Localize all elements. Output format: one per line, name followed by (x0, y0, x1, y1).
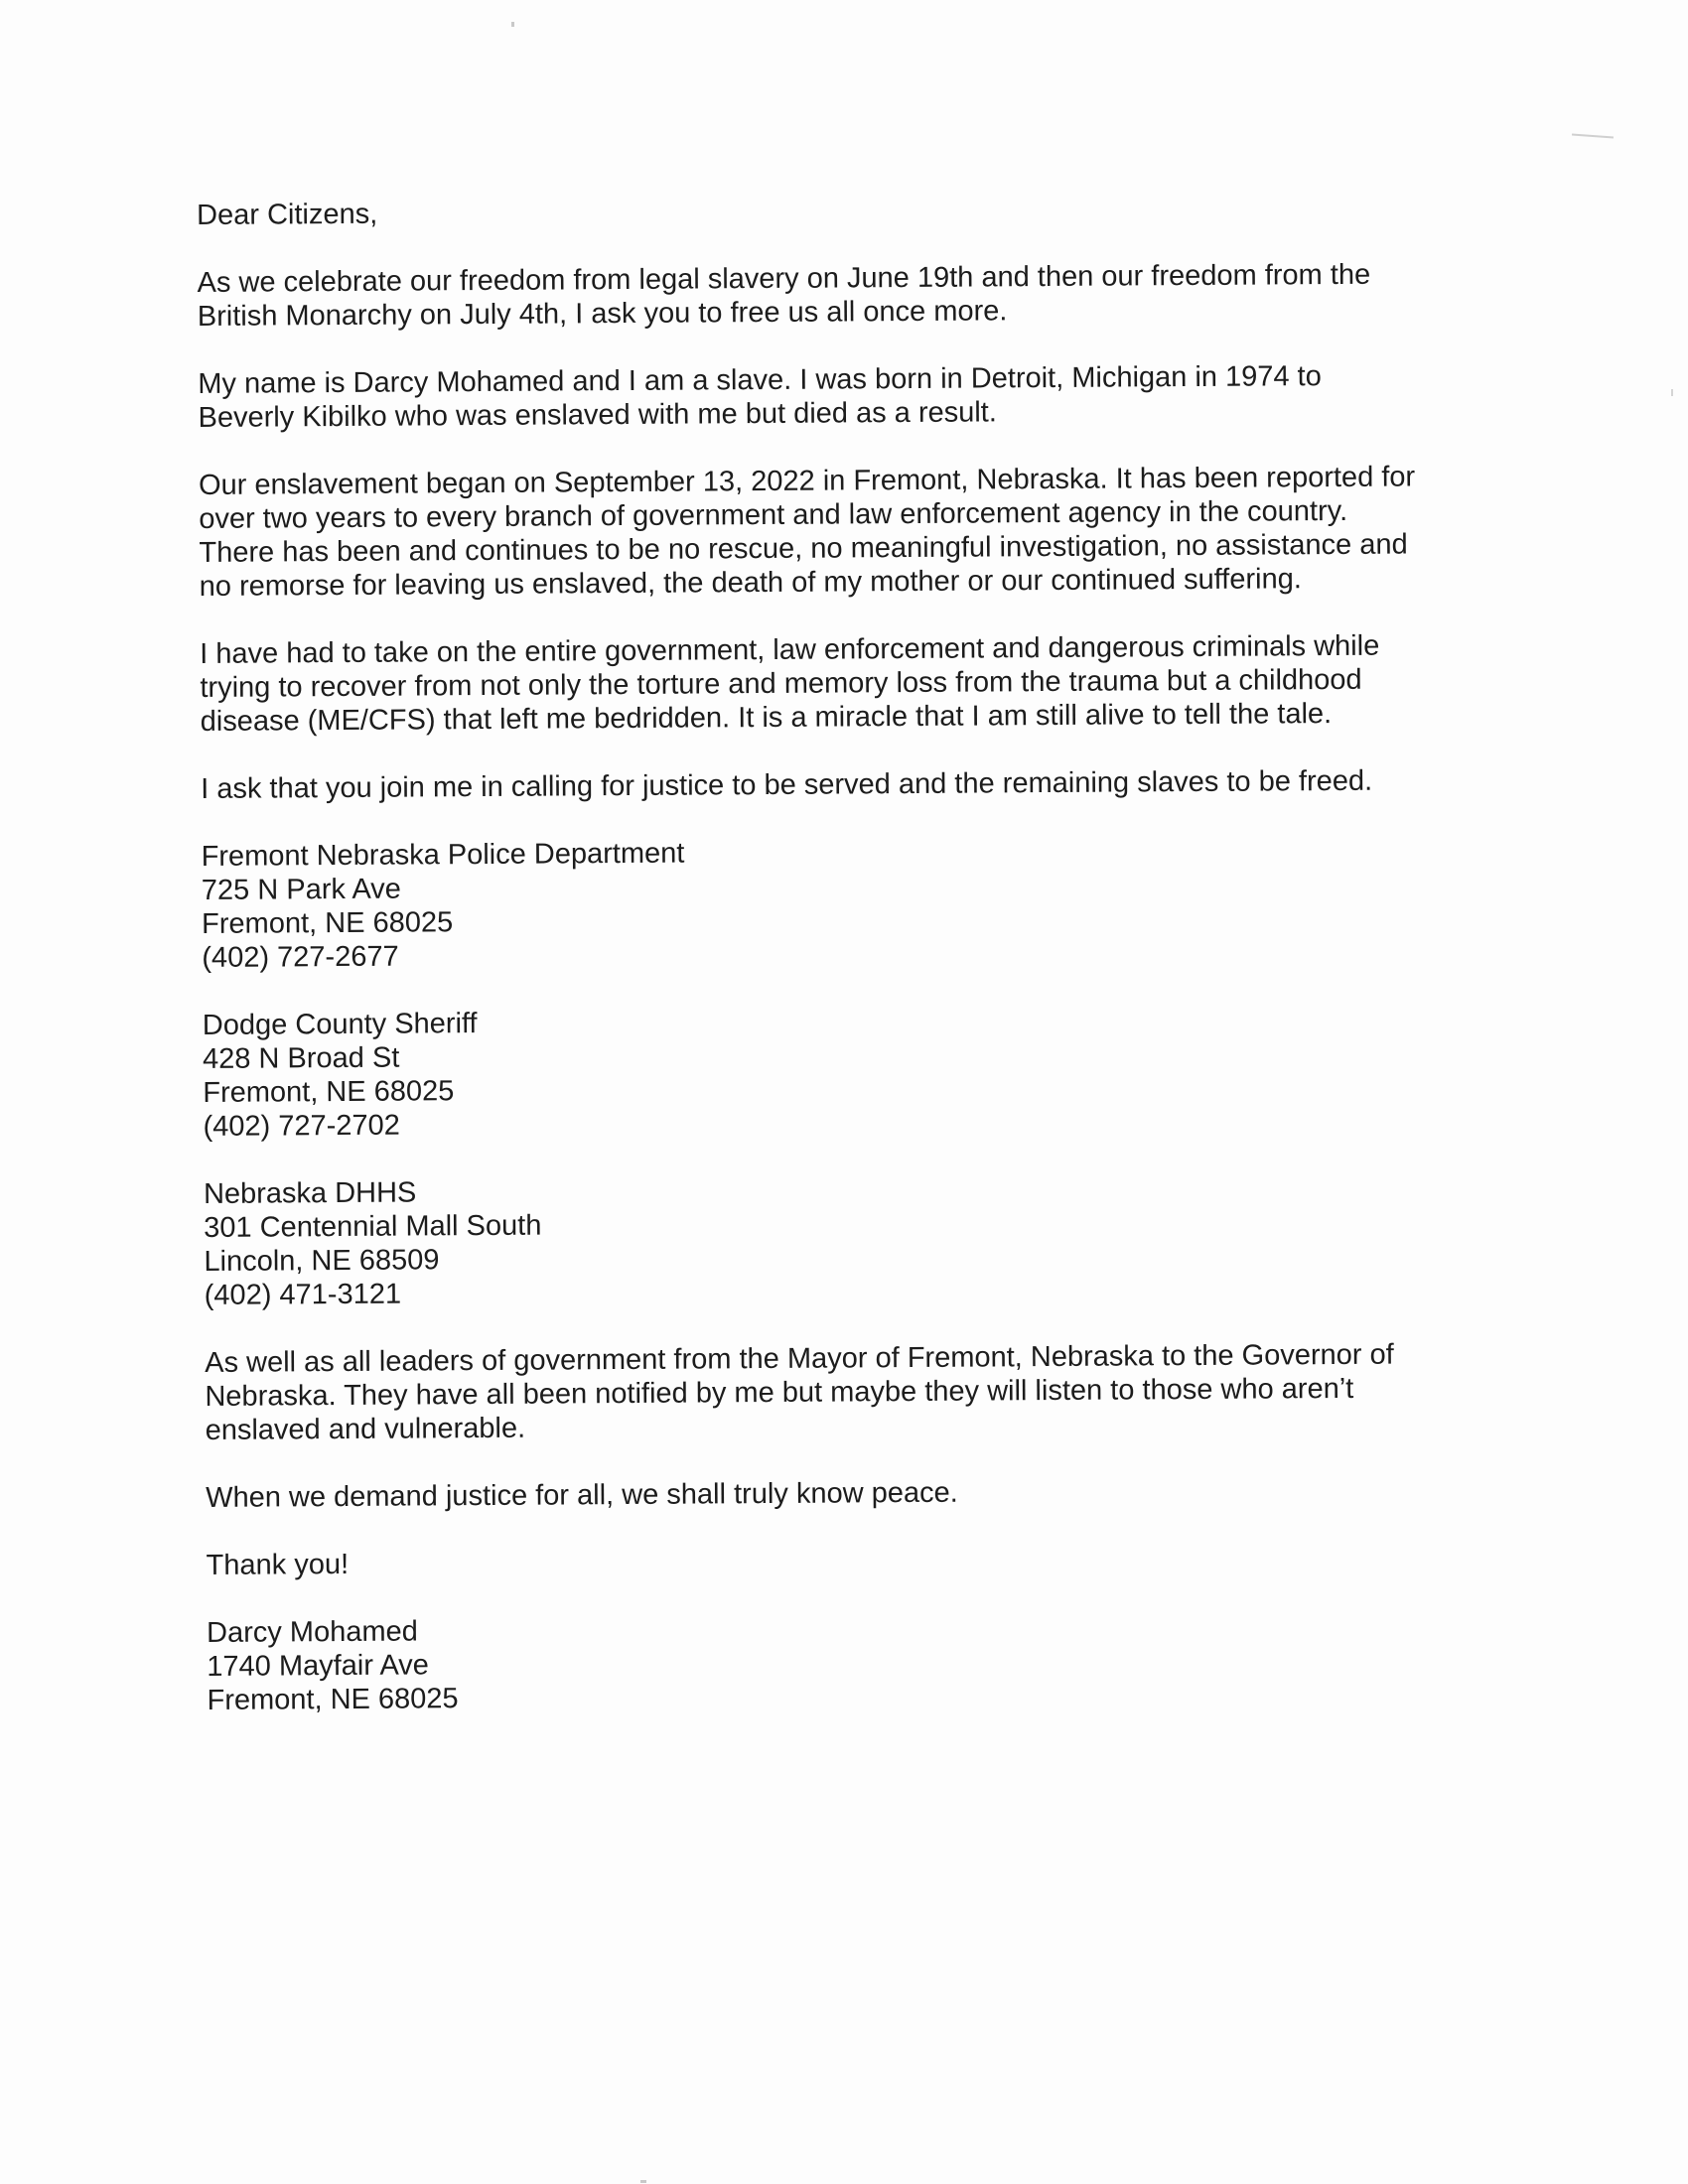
paragraph-call-for-justice: I ask that you join me in calling for justice to be served and the remaining slaves to be freed. (201, 764, 1373, 805)
scan-speck (1671, 389, 1673, 396)
paragraph-freedom: As we celebrate our freedom from legal slavery on June 19th and then our freedom from the British Monarchy on July 4th, I ask you to free us all once more. (197, 258, 1371, 333)
contact-city: Lincoln, NE 68509 (204, 1244, 440, 1278)
contact-dhhs (204, 1168, 1535, 1312)
contact-phone: (402) 727-2677 (202, 940, 399, 974)
contact-phone: (402) 471-3121 (204, 1278, 402, 1311)
signature-city: Fremont, NE 68025 (207, 1683, 459, 1716)
contact-city: Fremont, NE 68025 (201, 906, 454, 940)
contact-name: Nebraska DHHS (203, 1176, 417, 1210)
signature-block (207, 1607, 1538, 1717)
contact-street: 301 Centennial Mall South (204, 1209, 542, 1244)
contact-name: Fremont Nebraska Police Department (201, 837, 685, 873)
scan-speck (1572, 134, 1614, 139)
contact-sheriff (203, 1000, 1534, 1144)
paragraph-introduction: My name is Darcy Mohamed and I am a slave. I was born in Detroit, Michigan in 1974 to Beverly Kibilko who was enslaved with me but died as a result. (198, 360, 1322, 434)
contact-street: 428 N Broad St (202, 1041, 400, 1075)
scan-speck (511, 22, 514, 27)
contact-street: 725 N Park Ave (201, 873, 401, 906)
contact-name: Dodge County Sheriff (202, 1008, 478, 1041)
paragraph-peace: When we demand justice for all, we shall truly know peace. (206, 1476, 958, 1514)
closing-thanks: Thank you! (206, 1548, 350, 1581)
paragraph-struggle: I have had to take on the entire government, law enforcement and dangerous criminals while trying to recover from not only the torture and memory loss from the trauma but a childhood disease (ME/CFS) that left me bedridden. It is a miracle that I am still alive to tell the tale. (200, 629, 1380, 738)
salutation: Dear Citizens, (197, 198, 378, 231)
signature-name: Darcy Mohamed (206, 1615, 418, 1649)
signature-street: 1740 Mayfair Ave (207, 1649, 429, 1683)
contact-phone: (402) 727-2702 (203, 1109, 400, 1143)
contact-police (202, 831, 1533, 975)
contact-city: Fremont, NE 68025 (203, 1075, 455, 1109)
paragraph-leaders: As well as all leaders of government from the Mayor of Fremont, Nebraska to the Governor of Nebraska. They have all been notified by me but maybe they will listen to those who aren’t enslaved and vulnerable. (205, 1338, 1394, 1446)
paragraph-enslavement: Our enslavement began on September 13, 2022 in Fremont, Nebraska. It has been reported for over two years to every branch of government and law enforcement agency in the country. There has been and continues to be no rescue, no meaningful investigation, no assistance and no remorse for leaving us enslaved, the death of my mother or our continued suffering. (198, 461, 1416, 603)
letter-body (197, 190, 1538, 1751)
scan-speck (640, 2180, 646, 2183)
